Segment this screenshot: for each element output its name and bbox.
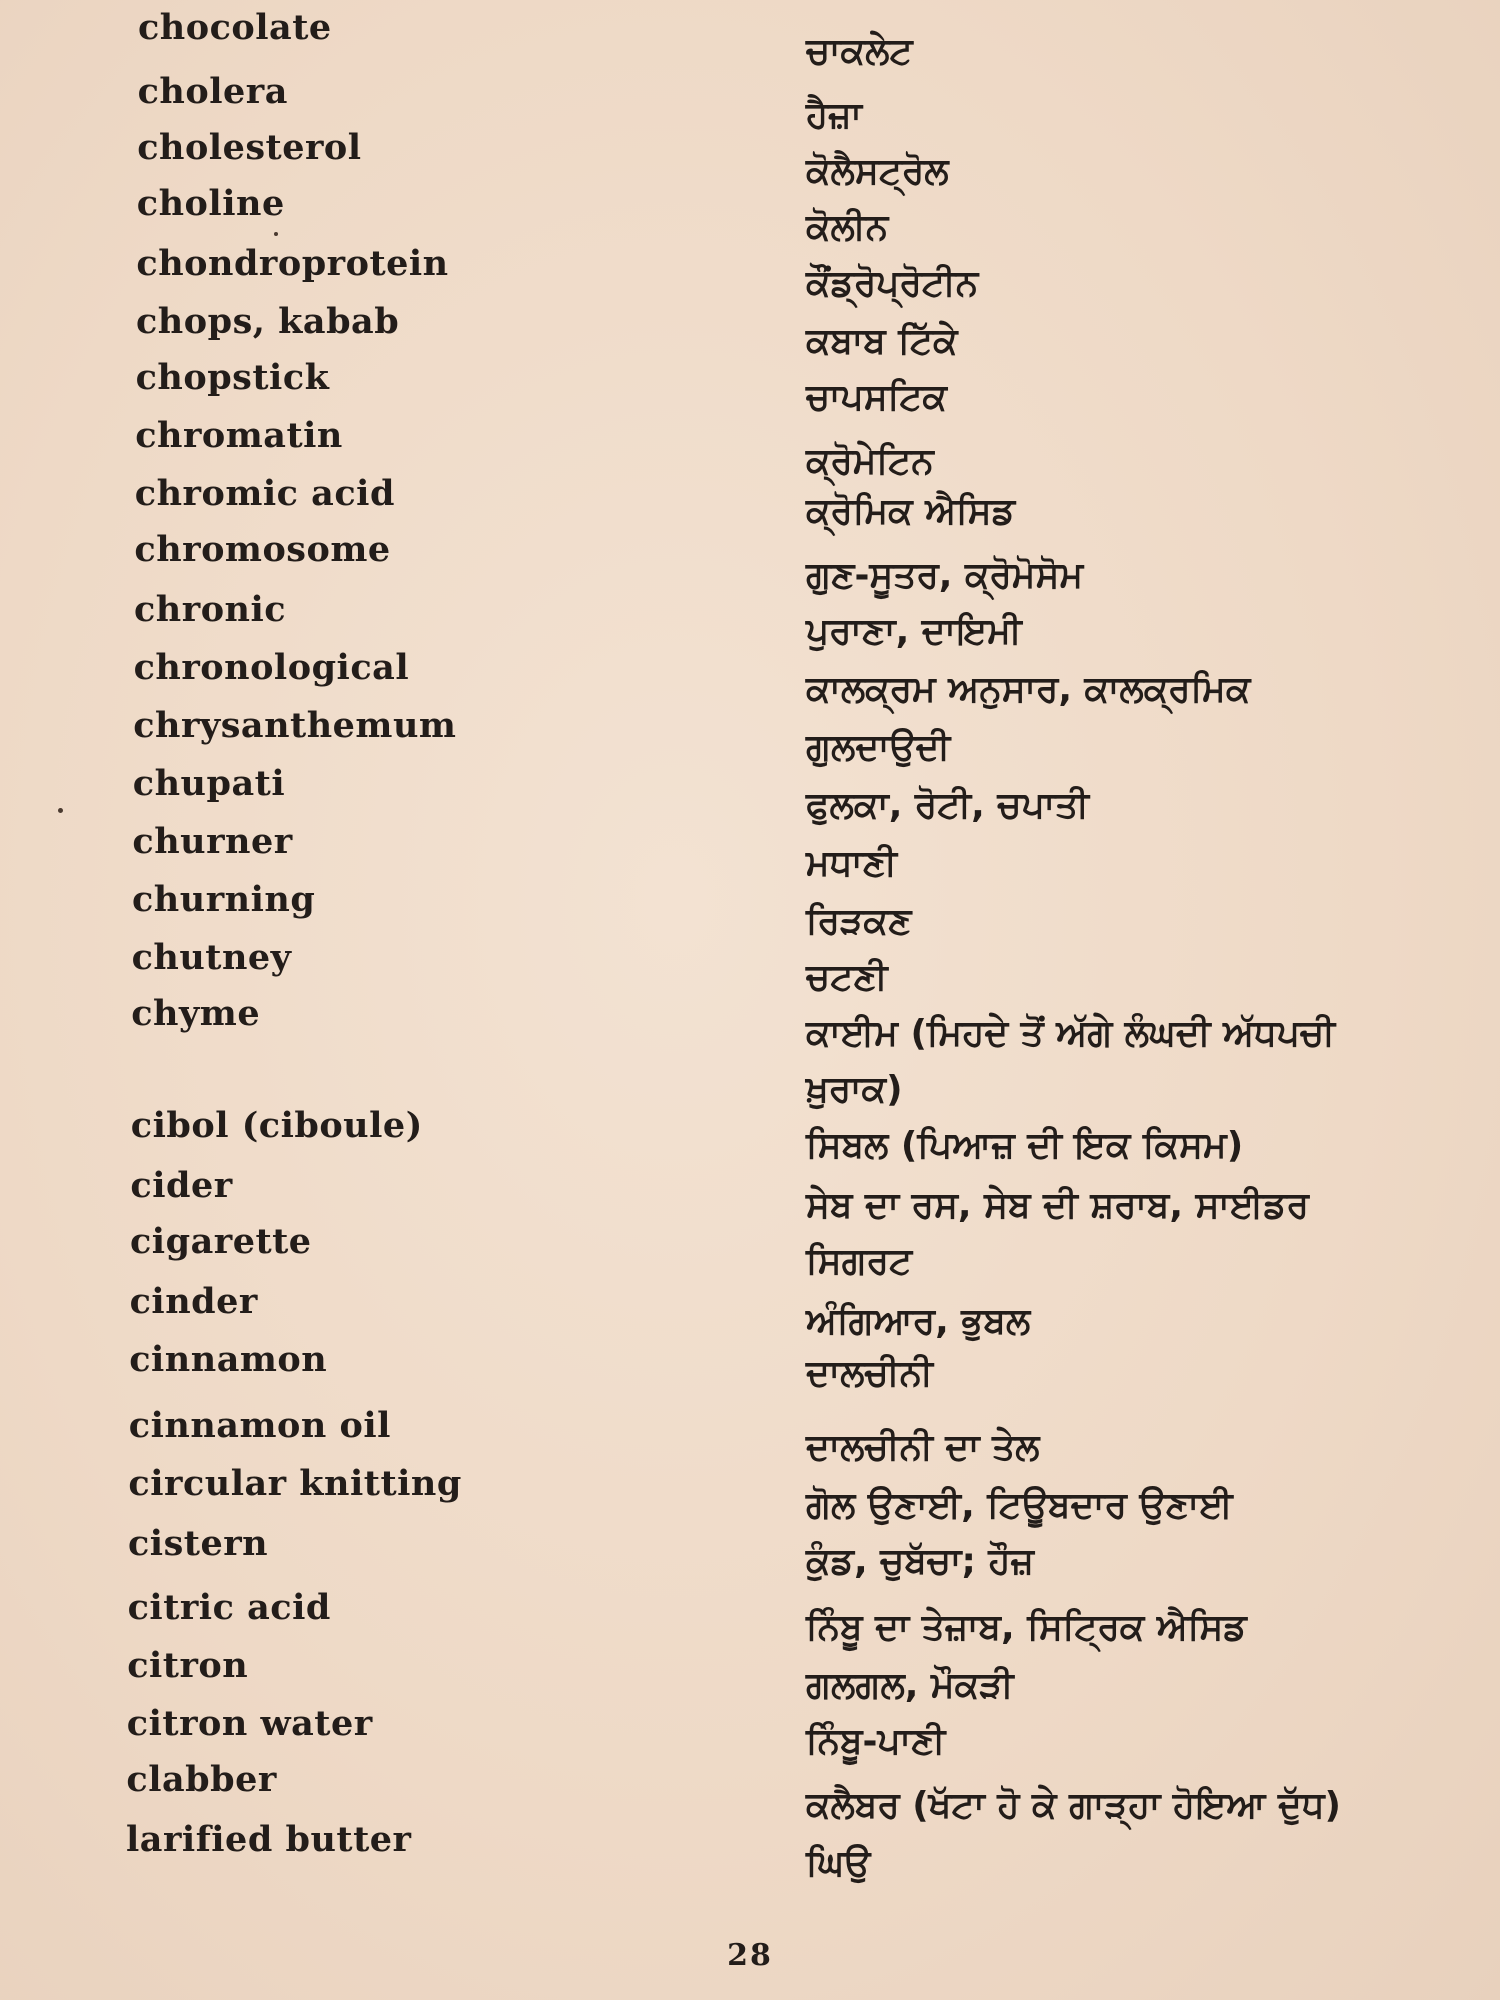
entry-english-term: chronological	[133, 647, 410, 688]
entry-punjabi-translation: ਕਬਾਬ ਟਿੱਕੇ	[806, 321, 958, 362]
entry-english-term: citron	[127, 1645, 249, 1686]
dictionary-entry	[0, 1759, 1500, 1826]
dictionary-entry	[0, 1704, 1500, 1762]
entry-english-term: cholera	[137, 71, 288, 112]
entry-punjabi-translation: ਕਲੈਬਰ (ਖੱਟਾ ਹੋ ਕੇ ਗਾੜ੍ਹਾ ਹੋਇਆ ਦੁੱਧ)	[806, 1785, 1341, 1826]
dictionary-entry	[0, 1463, 1500, 1526]
entry-english-term: chrysanthemum	[133, 705, 457, 746]
dictionary-entry	[0, 1819, 1500, 1884]
entry-punjabi-translation: ਕੌਂਡ੍ਰੋਪ੍ਰੋਟੀਨ	[806, 263, 979, 304]
dictionary-entry	[0, 529, 1500, 596]
entry-english-term: chopstick	[135, 357, 330, 398]
entry-punjabi-translation: ਰਿੜਕਣ	[806, 901, 912, 942]
entry-punjabi-translation: ਪੁਰਾਣਾ, ਦਾਇਮੀ	[806, 611, 1022, 652]
dictionary-entry	[0, 244, 1500, 302]
entry-punjabi-translation: ਕੋਲੀਨ	[806, 207, 889, 248]
dictionary-entry	[0, 879, 1500, 942]
dictionary-entry	[0, 183, 1500, 248]
entry-english-term: cigarette	[130, 1221, 312, 1262]
dictionary-entry	[0, 302, 1500, 360]
entry-english-term: cibol (ciboule)	[130, 1105, 423, 1146]
entry-english-term: cistern	[128, 1523, 269, 1564]
entry-punjabi-translation: ਗੁਲਦਾਉਦੀ	[806, 727, 951, 768]
entry-english-term: chocolate	[138, 7, 332, 48]
entry-punjabi-translation-continued: ਖ਼ੁਰਾਕ)	[806, 1069, 903, 1110]
dictionary-entry	[0, 474, 1500, 532]
dictionary-entry	[0, 589, 1500, 652]
entry-english-term: chops, kabab	[136, 301, 400, 342]
entry-english-term: churning	[132, 879, 316, 920]
entry-punjabi-translation: ਘਿਉ	[806, 1843, 871, 1884]
entry-punjabi-translation: ਫੁਲਕਾ, ਰੋਟੀ, ਚਪਾਤੀ	[806, 785, 1089, 826]
entry-punjabi-translation: ਨਿੰਬੂ ਦਾ ਤੇਜ਼ਾਬ, ਸਿਟ੍ਰਿਕ ਐਸਿਡ	[806, 1607, 1247, 1648]
dictionary-entry	[0, 1405, 1500, 1468]
entry-punjabi-translation: ਸਿਗਰਟ	[806, 1241, 913, 1282]
entry-punjabi-translation: ਗੋਲ ਉਣਾਈ, ਟਿਊਬਦਾਰ ਉਣਾਈ	[806, 1485, 1233, 1526]
entry-punjabi-translation: ਕਾਈਮ (ਮਿਹਦੇ ਤੋਂ ਅੱਗੇ ਲੰਘਦੀ ਅੱਧਪਚੀ	[806, 1013, 1336, 1054]
entry-punjabi-translation: ਦਾਲਚੀਨੀ ਦਾ ਤੇਲ	[806, 1427, 1040, 1468]
dictionary-entry	[0, 993, 1500, 1110]
entry-english-term: clabber	[126, 1759, 277, 1800]
dictionary-entry	[0, 705, 1500, 768]
entry-punjabi-translation: ਮਧਾਣੀ	[806, 843, 897, 884]
entry-english-term: chupati	[132, 763, 286, 804]
entry-english-term: cinnamon	[129, 1339, 328, 1380]
entry-punjabi-translation: ਦਾਲਚੀਨੀ	[806, 1353, 933, 1394]
entry-punjabi-translation: ਗੁਣ-ਸੂਤਰ, ਕ੍ਰੋਮੋਸੋਮ	[806, 555, 1084, 596]
entry-punjabi-translation: ਕਾਲਕ੍ਰਮ ਅਨੁਸਾਰ, ਕਾਲਕ੍ਰਮਿਕ	[806, 669, 1251, 710]
dictionary-entry	[0, 127, 1500, 192]
print-speck	[274, 232, 278, 236]
entry-english-term: citron water	[126, 1703, 373, 1744]
entry-punjabi-translation: ਚਾਪਸਟਿਕ	[806, 377, 947, 418]
entry-english-term: cholesterol	[137, 127, 362, 168]
dictionary-entry	[0, 1524, 1500, 1582]
entry-english-term: chromic acid	[134, 473, 395, 514]
print-speck	[58, 808, 63, 813]
entry-punjabi-translation: ਕੁੰਡ, ਚੁਬੱਚਾ; ਹੌਜ਼	[806, 1541, 1034, 1582]
entry-english-term: chondroprotein	[136, 243, 449, 284]
dictionary-entry	[0, 1106, 1500, 1164]
dictionary-entry	[0, 358, 1500, 416]
entry-english-term: cinder	[129, 1281, 258, 1322]
entry-english-term: circular knitting	[128, 1463, 462, 1504]
entry-punjabi-translation: ਅੰਗਿਆਰ, ਭੁਬਲ	[806, 1301, 1031, 1342]
entry-punjabi-translation: ਕ੍ਰੋਮਿਕ ਐਸਿਡ	[806, 491, 1016, 532]
entry-english-term: choline	[136, 183, 285, 224]
entry-punjabi-translation: ਸਿਬਲ (ਪਿਆਜ਼ ਦੀ ਇਕ ਕਿਸਮ)	[806, 1125, 1244, 1166]
dictionary-entry	[0, 647, 1500, 710]
dictionary-entry	[0, 1588, 1500, 1646]
entry-punjabi-translation: ਕੋਲੈਸਟ੍ਰੋਲ	[806, 151, 949, 192]
entry-punjabi-translation: ਹੈਜ਼ਾ	[806, 95, 862, 136]
entry-english-term: cider	[130, 1165, 233, 1206]
entry-english-term: chutney	[131, 937, 292, 978]
dictionary-entry	[0, 7, 1500, 72]
entry-punjabi-translation: ਨਿੰਬੂ-ਪਾਣੀ	[806, 1721, 946, 1762]
dictionary-entry	[0, 1646, 1500, 1704]
entry-english-term: churner	[132, 821, 293, 862]
entry-english-term: chyme	[131, 993, 261, 1034]
dictionary-entry	[0, 415, 1500, 482]
dictionary-entry	[0, 71, 1500, 136]
page-number: 28	[727, 1938, 773, 1973]
entry-english-term: chromatin	[135, 415, 343, 456]
entry-english-term: citric acid	[127, 1587, 331, 1628]
dictionary-entry	[0, 1340, 1500, 1398]
entry-punjabi-translation: ਗਲਗਲ, ਮੌਕੜੀ	[806, 1665, 1014, 1706]
dictionary-entry	[0, 1282, 1500, 1340]
entry-punjabi-translation: ਕ੍ਰੋਮੇਟਿਨ	[806, 441, 934, 482]
entry-english-term: chronic	[134, 589, 287, 630]
entry-punjabi-translation: ਚਾਕਲੇਟ	[806, 31, 913, 72]
dictionary-entry	[0, 1166, 1500, 1224]
dictionary-entry	[0, 1222, 1500, 1280]
dictionary-entry	[0, 821, 1500, 884]
dictionary-entry	[0, 763, 1500, 826]
entry-punjabi-translation: ਚਟਣੀ	[806, 957, 888, 998]
entry-english-term: larified butter	[126, 1819, 412, 1860]
entry-english-term: cinnamon oil	[128, 1405, 391, 1446]
dictionary-entry	[0, 938, 1500, 996]
entry-punjabi-translation: ਸੇਬ ਦਾ ਰਸ, ਸੇਬ ਦੀ ਸ਼ਰਾਬ, ਸਾਈਡਰ	[806, 1185, 1309, 1226]
entry-english-term: chromosome	[134, 529, 391, 570]
